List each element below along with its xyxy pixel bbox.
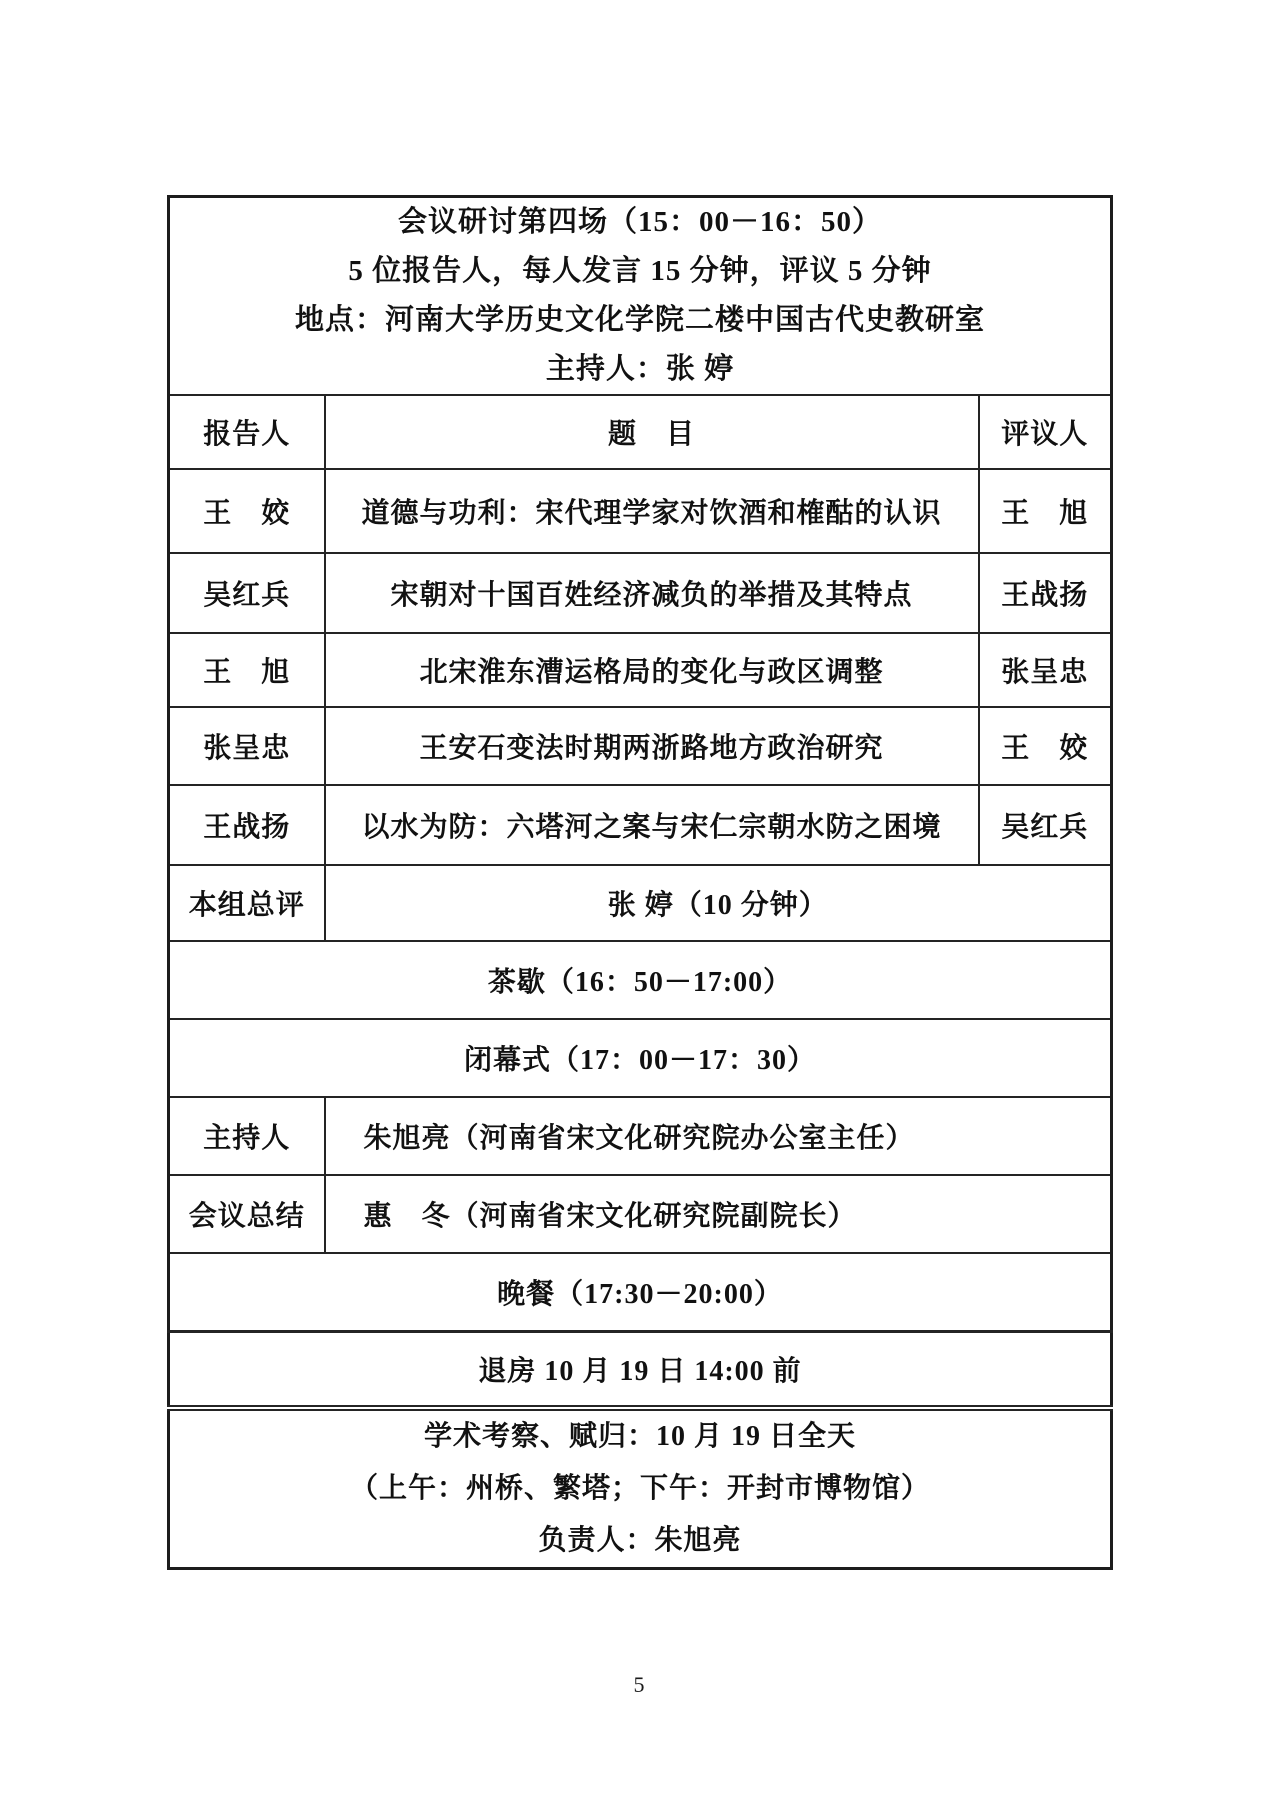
title-cell: 以水为防：六塔河之案与宋仁宗朝水防之困境 [325, 785, 979, 865]
field-trip-line-1: 学术考察、赋归：10 月 19 日全天 [424, 1421, 857, 1452]
page-number: 5 [633, 1672, 645, 1697]
session-header-cell [169, 197, 1112, 396]
closing-ceremony-row [169, 1019, 1112, 1097]
discussant-cell: 王战扬 [979, 553, 1112, 633]
session-location: 地点：河南大学历史文化学院二楼中国古代史教研室 [295, 304, 986, 336]
closing-ceremony-cell: 闭幕式（17：00－17：30） [169, 1019, 1112, 1097]
conference-summary-value: 惠 冬（河南省宋文化研究院副院长） [325, 1175, 1112, 1253]
session-chair: 主持人：张 婷 [545, 353, 735, 385]
host-label: 主持人 [169, 1097, 325, 1175]
title-cell: 北宋淮东漕运格局的变化与政区调整 [325, 633, 979, 707]
dinner-cell: 晚餐（17:30－20:00） [169, 1253, 1112, 1332]
col-header-speaker: 报告人 [169, 395, 325, 469]
speaker-cell: 王战扬 [169, 785, 325, 865]
discussant-cell: 王 姣 [979, 707, 1112, 785]
field-trip-cell [169, 1408, 1112, 1569]
title-cell: 宋朝对十国百姓经济减负的举措及其特点 [325, 553, 979, 633]
column-header-row [169, 395, 1112, 469]
session-header-row [169, 197, 1112, 396]
title-cell: 道德与功利：宋代理学家对饮酒和榷酤的认识 [325, 469, 979, 553]
session-format: 5 位报告人，每人发言 15 分钟，评议 5 分钟 [348, 255, 932, 287]
table-row [169, 553, 1112, 633]
table-row [169, 785, 1112, 865]
conference-summary-label: 会议总结 [169, 1175, 325, 1253]
discussant-cell: 张呈忠 [979, 633, 1112, 707]
table-row [169, 707, 1112, 785]
table-row [169, 469, 1112, 553]
checkout-cell: 退房 10 月 19 日 14:00 前 [169, 1332, 1112, 1409]
field-trip-row [169, 1408, 1112, 1569]
conference-summary-row [169, 1175, 1112, 1253]
col-header-discussant: 评议人 [979, 395, 1112, 469]
tea-break-row [169, 941, 1112, 1019]
speaker-cell: 王 姣 [169, 469, 325, 553]
schedule-table [167, 195, 1113, 1570]
group-review-row [169, 865, 1112, 941]
speaker-cell: 张呈忠 [169, 707, 325, 785]
field-trip-line-2: （上午：州桥、繁塔；下午：开封市博物馆） [350, 1473, 931, 1504]
discussant-cell: 王 旭 [979, 469, 1112, 553]
checkout-row [169, 1332, 1112, 1409]
speaker-cell: 吴红兵 [169, 553, 325, 633]
title-cell: 王安石变法时期两浙路地方政治研究 [325, 707, 979, 785]
session-title: 会议研讨第四场（15：00－16：50） [398, 206, 883, 238]
speaker-cell: 王 旭 [169, 633, 325, 707]
host-row [169, 1097, 1112, 1175]
group-review-value: 张 婷（10 分钟） [325, 865, 1112, 941]
group-review-label: 本组总评 [169, 865, 325, 941]
tea-break-cell: 茶歇（16：50－17:00） [169, 941, 1112, 1019]
dinner-row [169, 1253, 1112, 1332]
discussant-cell: 吴红兵 [979, 785, 1112, 865]
host-value: 朱旭亮（河南省宋文化研究院办公室主任） [325, 1097, 1112, 1175]
field-trip-line-3: 负责人：朱旭亮 [538, 1525, 742, 1556]
table-row [169, 633, 1112, 707]
col-header-title: 题 目 [325, 395, 979, 469]
